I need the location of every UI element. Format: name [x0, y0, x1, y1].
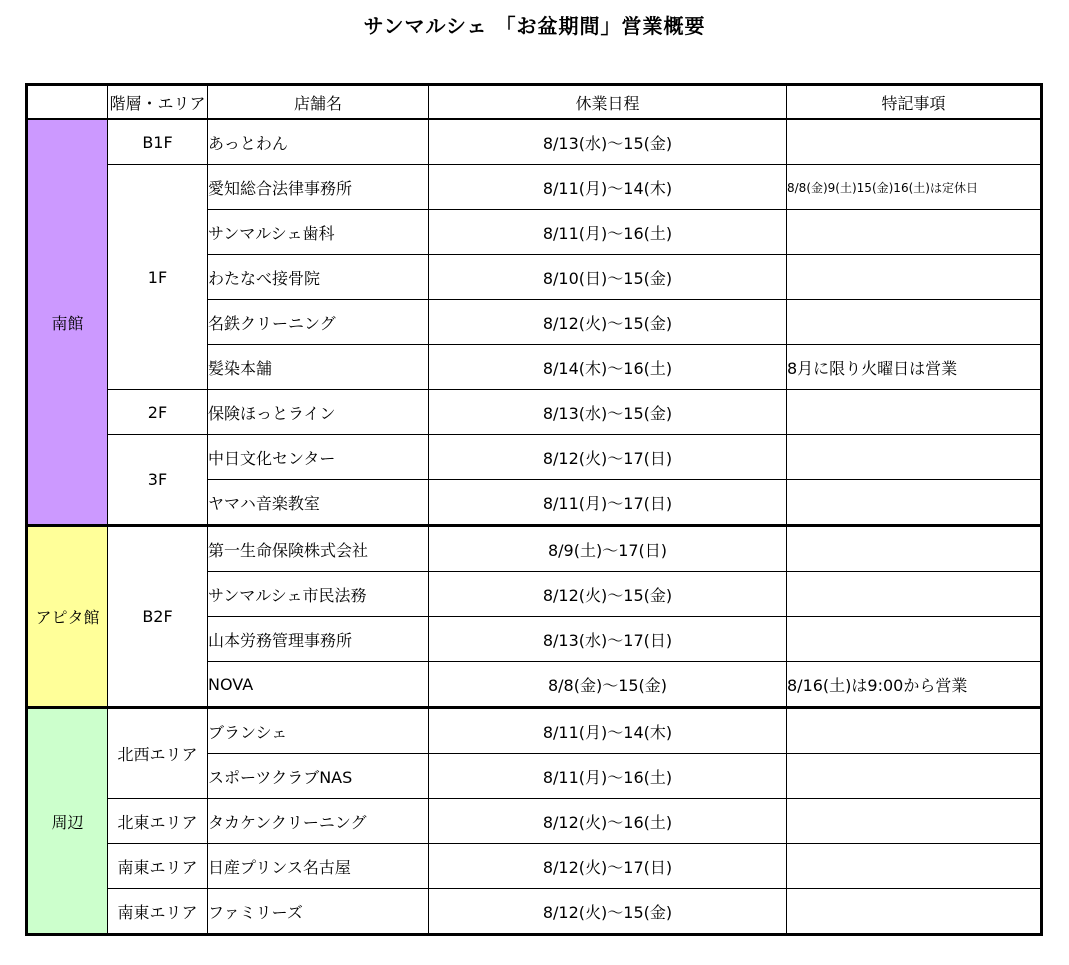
store-name: 山本労務管理事務所: [208, 617, 429, 662]
store-name: 髪染本舗: [208, 345, 429, 390]
notes: [787, 435, 1042, 480]
notes: [787, 480, 1042, 526]
store-name: 保険ほっとライン: [208, 390, 429, 435]
table-row: [27, 708, 1042, 754]
building-around: 周辺: [27, 708, 108, 935]
store-name: ヤマハ音楽教室: [208, 480, 429, 526]
schedule-table: [25, 83, 1043, 936]
closure-dates: 8/11(月)～17(日): [429, 480, 787, 526]
floor-northwest: 北西エリア: [108, 708, 208, 799]
floor-northeast: 北東エリア: [108, 799, 208, 844]
store-name: ブランシェ: [208, 708, 429, 754]
table-row: [27, 390, 1042, 435]
store-name: 中日文化センター: [208, 435, 429, 480]
header-store: 店舗名: [208, 85, 429, 120]
closure-dates: 8/12(火)～15(金): [429, 572, 787, 617]
closure-dates: 8/13(水)～15(金): [429, 390, 787, 435]
notes: [787, 799, 1042, 844]
notes: [787, 526, 1042, 572]
notes: [787, 617, 1042, 662]
closure-dates: 8/11(月)～16(土): [429, 754, 787, 799]
closure-dates: 8/12(火)～15(金): [429, 300, 787, 345]
store-name: NOVA: [208, 662, 429, 708]
closure-dates: 8/12(火)～15(金): [429, 889, 787, 935]
store-name: あっとわん: [208, 119, 429, 165]
notes: 8月に限り火曜日は営業: [787, 345, 1042, 390]
building-south: 南館: [27, 119, 108, 526]
floor-southeast: 南東エリア: [108, 844, 208, 889]
floor-3f: 3F: [108, 435, 208, 526]
table-row: [27, 435, 1042, 480]
closure-dates: 8/10(日)～15(金): [429, 255, 787, 300]
store-name: 愛知総合法律事務所: [208, 165, 429, 210]
store-name: サンマルシェ市民法務: [208, 572, 429, 617]
floor-b1f: B1F: [108, 119, 208, 165]
table-row: [27, 889, 1042, 935]
header-row: [27, 85, 1042, 120]
floor-2f: 2F: [108, 390, 208, 435]
floor-southeast: 南東エリア: [108, 889, 208, 935]
notes: 8/8(金)9(土)15(金)16(土)は定休日: [787, 165, 1042, 210]
closure-dates: 8/12(火)～17(日): [429, 435, 787, 480]
floor-1f: 1F: [108, 165, 208, 390]
closure-dates: 8/12(火)～16(土): [429, 799, 787, 844]
closure-dates: 8/13(水)～15(金): [429, 119, 787, 165]
store-name: サンマルシェ歯科: [208, 210, 429, 255]
closure-dates: 8/11(月)～14(木): [429, 165, 787, 210]
table-row: [27, 526, 1042, 572]
notes: [787, 300, 1042, 345]
store-name: わたなべ接骨院: [208, 255, 429, 300]
header-notes: 特記事項: [787, 85, 1042, 120]
store-name: 第一生命保険株式会社: [208, 526, 429, 572]
notes: [787, 119, 1042, 165]
closure-dates: 8/11(月)～16(土): [429, 210, 787, 255]
store-name: 日産プリンス名古屋: [208, 844, 429, 889]
notes: [787, 390, 1042, 435]
table-row: [27, 844, 1042, 889]
header-floor: 階層・エリア: [108, 85, 208, 120]
closure-dates: 8/9(土)～17(日): [429, 526, 787, 572]
table-row: [27, 799, 1042, 844]
store-name: ファミリーズ: [208, 889, 429, 935]
page-title: サンマルシェ 「お盆期間」営業概要: [363, 14, 706, 38]
notes: [787, 889, 1042, 935]
closure-dates: 8/14(木)～16(土): [429, 345, 787, 390]
store-name: タカケンクリーニング: [208, 799, 429, 844]
building-apita: アピタ館: [27, 526, 108, 708]
closure-dates: 8/11(月)～14(木): [429, 708, 787, 754]
store-name: スポーツクラブNAS: [208, 754, 429, 799]
table-row: [27, 119, 1042, 165]
notes: [787, 572, 1042, 617]
store-name: 名鉄クリーニング: [208, 300, 429, 345]
table-row: [27, 165, 1042, 210]
notes: [787, 844, 1042, 889]
notes: [787, 708, 1042, 754]
notes: [787, 754, 1042, 799]
floor-b2f: B2F: [108, 526, 208, 708]
closure-dates: 8/13(水)～17(日): [429, 617, 787, 662]
closure-dates: 8/8(金)～15(金): [429, 662, 787, 708]
header-blank: [27, 85, 108, 120]
notes: 8/16(土)は9:00から営業: [787, 662, 1042, 708]
closure-dates: 8/12(火)～17(日): [429, 844, 787, 889]
header-dates: 休業日程: [429, 85, 787, 120]
notes: [787, 210, 1042, 255]
notes: [787, 255, 1042, 300]
